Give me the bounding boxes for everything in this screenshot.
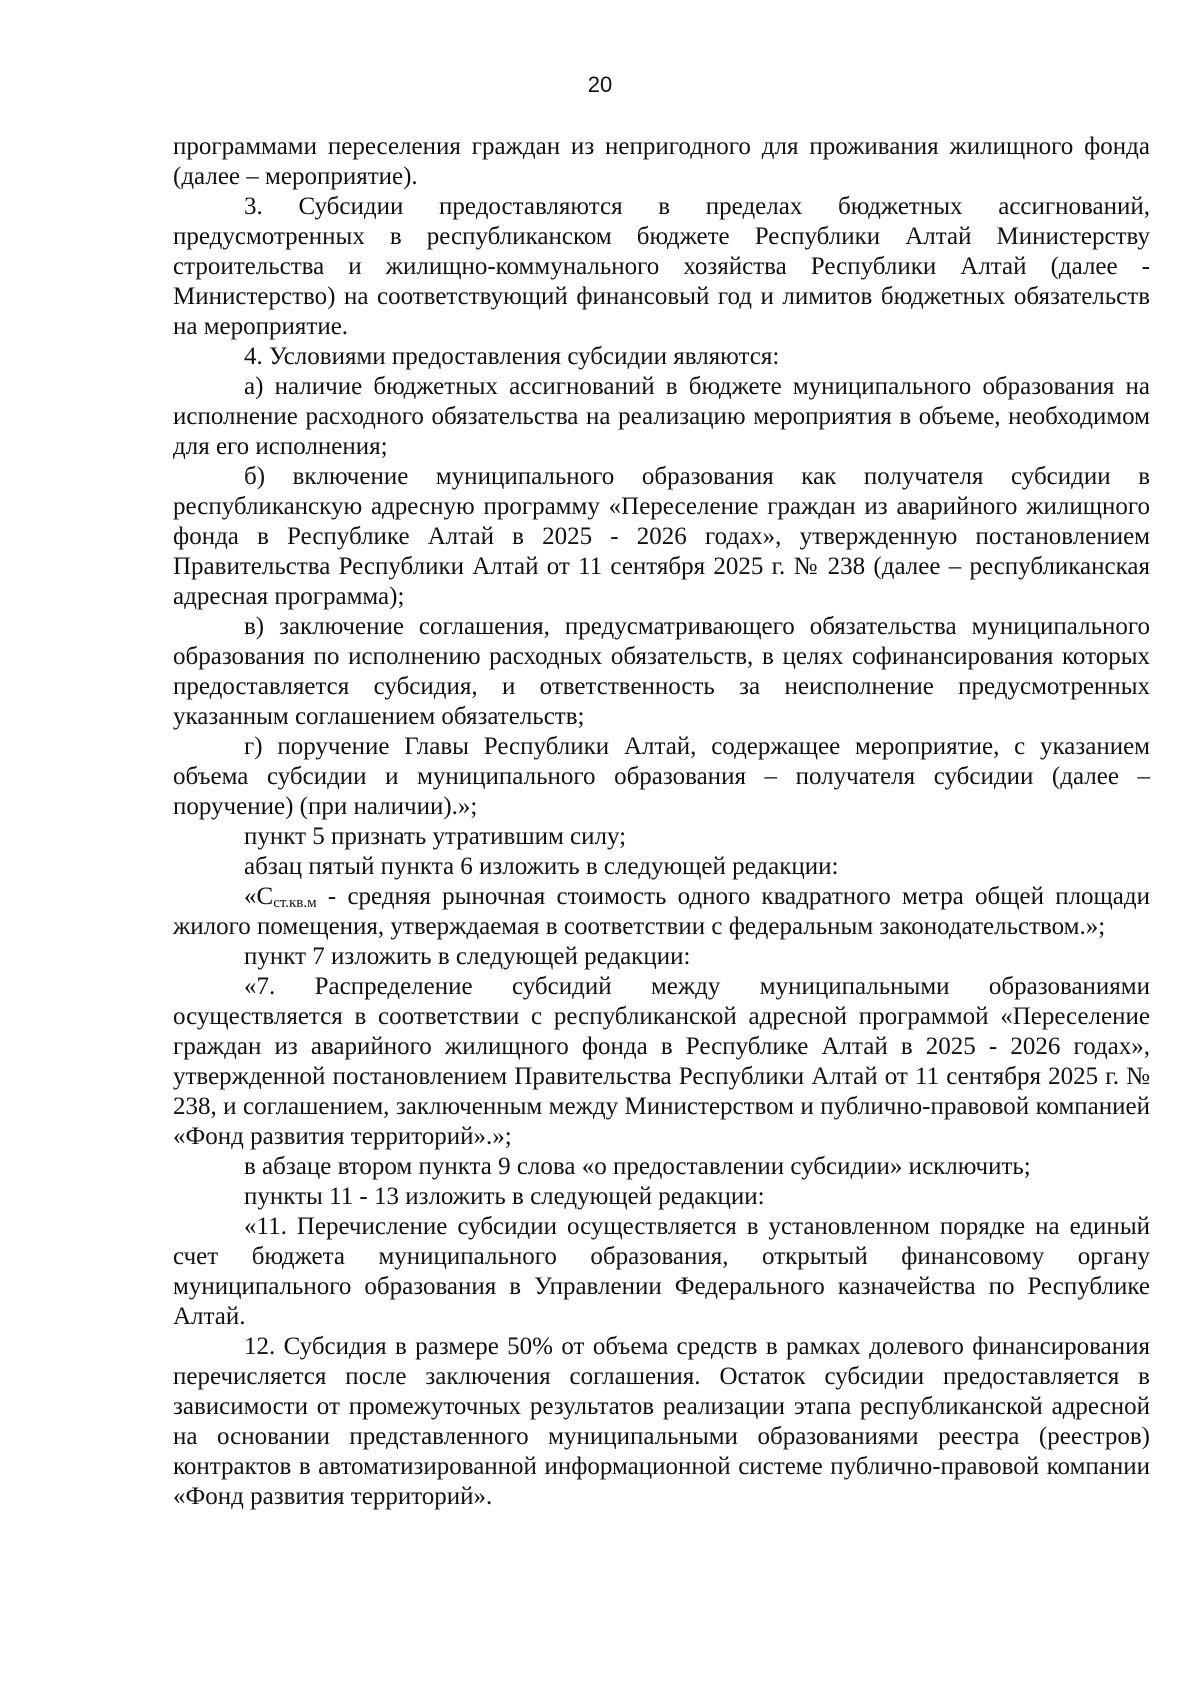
paragraph: пункт 7 изложить в следующей редакции: <box>244 943 691 970</box>
paragraph: в) заключение соглашения, предусматривающего обязательства муниципального образования по исполнению расходных обязательств, в целях софинансирования которых предоставляется субсидия, и ответственность за неисполнение предусмотренных указанным соглашением обязательств; <box>173 613 1150 730</box>
paragraph: «7. Распределение субсидий между муниципальными образованиями осуществляется в соответствии с республиканской адресной программой «Переселение граждан из аварийного жилищного фонда в Республике Алтай в 2025 - 2026 годах», утвержденной постановлением Правительства Республики Алтай от 11 сентября 2025 г. № 238, и соглашением, заключенным между Министерством и публично-правовой компанией «Фонд развития территорий».»; <box>173 973 1150 1150</box>
paragraph: 3. Субсидии предоставляются в пределах бюджетных ассигнований, предусмотренных в республиканском бюджете Республики Алтай Министерству строительства и жилищно-коммунального хозяйства Республики Алтай (далее - Министерство) на соответствующий финансовый год и лимитов бюджетных обязательств на мероприятие. <box>173 193 1150 340</box>
paragraph: абзац пятый пункта 6 изложить в следующей редакции: <box>244 853 839 880</box>
formula-text: - средняя рыночная стоимость одного квадратного метра общей площади жилого помещения, утверждаемая в соответствии с федеральным законодательством.»; <box>173 883 1150 940</box>
paragraph: пункт 5 признать утратившим силу; <box>244 823 627 850</box>
paragraph: «11. Перечисление субсидии осуществляется в установленном порядке на единый счет бюджета муниципального образования, открытый финансовому органу муниципального образования в Управлении Федерального казначейства по Республике Алтай. <box>173 1213 1150 1330</box>
paragraph: а) наличие бюджетных ассигнований в бюджете муниципального образования на исполнение расходного обязательства на реализацию мероприятия в объеме, необходимом для его исполнения; <box>173 373 1150 460</box>
paragraph: программами переселения граждан из непригодного для проживания жилищного фонда (далее – мероприятие). <box>173 133 1150 190</box>
formula-subscript: ст.кв.м <box>273 895 317 911</box>
paragraph: 12. Субсидия в размере 50% от объема средств в рамках долевого финансирования перечисляется после заключения соглашения. Остаток субсидии предоставляется в зависимости от промежуточных результатов реализации этапа республиканской адресной на основании представленного муниципальными образованиями реестра (реестров) контрактов в автоматизированной информационной системе публично-правовой компании «Фонд развития территорий». <box>173 1333 1150 1510</box>
paragraph: в абзаце втором пункта 9 слова «о предоставлении субсидии» исключить; <box>244 1153 1031 1180</box>
document-body <box>173 132 1150 1512</box>
paragraph: б) включение муниципального образования как получателя субсидии в республиканскую адресную программу «Переселение граждан из аварийного жилищного фонда в Республике Алтай в 2025 - 2026 годах», утвержденную постановлением Правительства Республики Алтай от 11 сентября 2025 г. № 238 (далее – республиканская адресная программа); <box>173 463 1150 610</box>
paragraph: пункты 11 - 13 изложить в следующей редакции: <box>244 1183 765 1210</box>
formula-paragraph <box>173 882 1150 942</box>
page-number: 20 <box>587 72 613 97</box>
formula-prefix: «С <box>244 883 274 910</box>
paragraph: 4. Условиями предоставления субсидии являются: <box>244 343 780 370</box>
paragraph: г) поручение Главы Республики Алтай, содержащее мероприятие, с указанием объема субсидии и муниципального образования – получателя субсидии (далее – поручение) (при наличии).»; <box>173 733 1150 820</box>
